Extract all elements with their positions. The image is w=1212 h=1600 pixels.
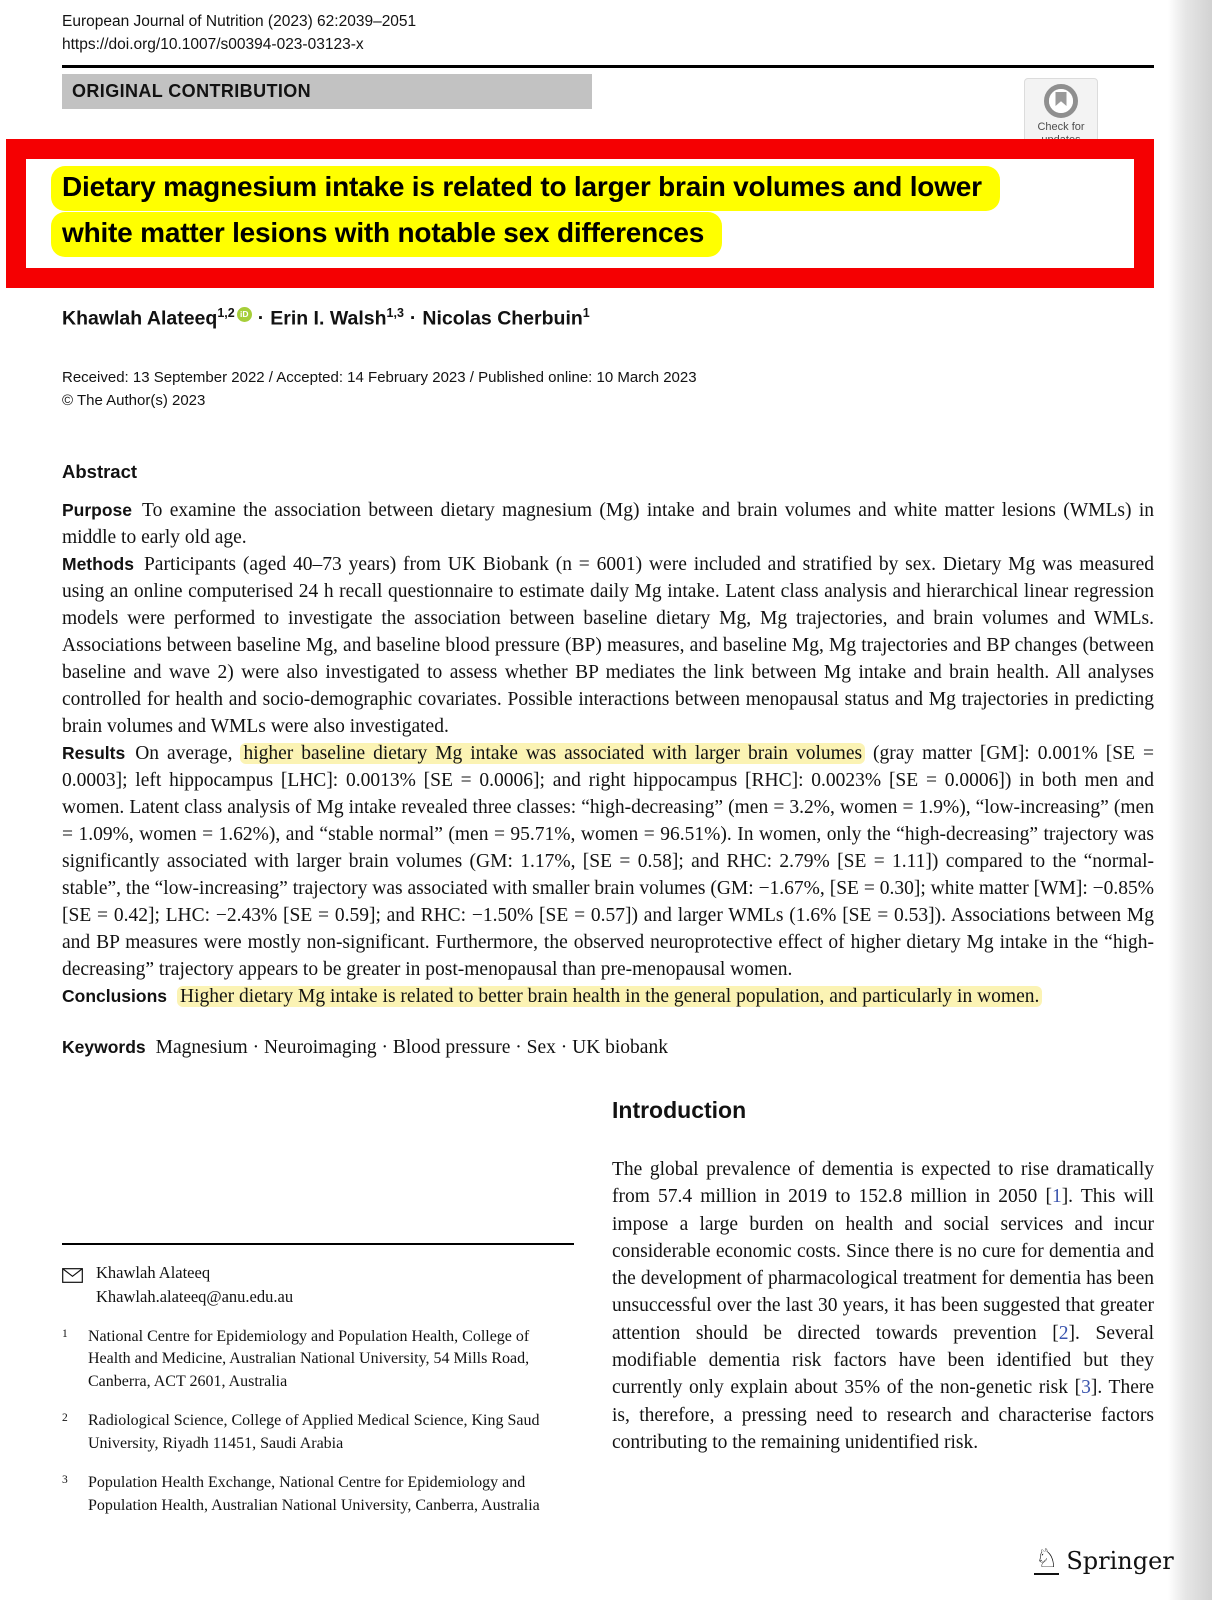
bookmark-circle-icon	[1044, 84, 1078, 118]
abstract-results	[62, 740, 1154, 983]
purpose-label: Purpose	[62, 500, 133, 520]
citation-link-2[interactable]: 2	[1058, 1322, 1069, 1344]
article-title-line1	[62, 166, 1120, 212]
orcid-id-icon[interactable]: iD	[237, 307, 252, 322]
intro-text: ]. There is, therefore, a pressing need to research and characterise factors contributing to the remaining unidentified risk.	[612, 1377, 1154, 1453]
abstract-section	[62, 458, 1154, 1010]
citation-link-1[interactable]: 1	[1051, 1186, 1062, 1208]
header-divider	[62, 65, 1154, 68]
doi-link[interactable]: https://doi.org/10.1007/s00394-023-03123-x	[62, 36, 364, 53]
results-text-post: (gray matter [GM]: 0.001% [SE = 0.0003]; left hippocampus [LHC]: 0.0013% [SE = 0.0006]; and right hippocampus [RHC]: 0.0023% [SE = 0.0006]) in both men and women. Latent class analysis of Mg intake revealed three classes: “high-decreasing” (men = 3.2%, women = 1.9%), “low-increasing” (men = 1.09%, women = 1.62%), and “stable normal” (men = 95.71%, women = 96.51%). In women, only the “high-decreasing” trajectory was significantly associated with larger brain volumes (GM: 1.17%, [SE = 0.58]; and RHC: 2.79% [SE = 1.11]) compared to the “normal-stable”, the “low-increasing” trajectory was associated with smaller brain volumes (GM: −1.67%, [SE = 0.30]; white matter [WM]: −0.85% [SE = 0.42]; LHC: −2.43% [SE = 0.59]; and RHC: −1.50% [SE = 0.57]) and larger WMLs (1.6% [SE = 0.53]). Associations between Mg and BP measures were mostly non-significant. Furthermore, the observed neuroprotective effect of higher dietary Mg intake in the “high-decreasing” trajectory appears to be greater in post-menopausal than pre-menopausal women.	[62, 743, 1154, 980]
methods-text: Participants (aged 40–73 years) from UK Biobank (n = 6001) were included and stratified by sex. Dietary Mg was measured using an online computerised 24 h recall questionnaire to estimate daily Mg intake. Latent class analysis and hierarchical linear regression models were performed to investigate the association between baseline dietary Mg, Mg trajectories, and brain volumes and WMLs. Associations between baseline Mg, and baseline blood pressure (BP) measures, and baseline Mg, Mg trajectories and BP changes (between baseline and wave 2) were also investigated to assess whether BP mediates the link between Mg intake and brain health. All analyses controlled for health and socio-demographic covariates. Possible interactions between menopausal status and Mg trajectories in predicting brain volumes and WMLs were also investigated.	[62, 554, 1154, 737]
introduction-heading: Introduction	[612, 1097, 747, 1123]
left-column	[62, 1095, 574, 1517]
correspondence	[62, 1261, 574, 1309]
author-affil-sup: 1	[582, 305, 590, 320]
received-accepted-published-line: Received: 13 September 2022 / Accepted: 14 February 2023 / Published online: 10 March 2023	[62, 369, 697, 386]
results-label: Results	[62, 743, 126, 763]
affiliation-number: 2	[62, 1412, 68, 1424]
author-affil-sup: 1,2	[217, 305, 235, 320]
affiliation-item	[62, 1326, 574, 1394]
title-highlight-line2: white matter lesions with notable sex differences	[51, 212, 722, 257]
citation-link-3[interactable]: 3	[1081, 1377, 1091, 1399]
badge-label-line1: Check for	[1037, 121, 1085, 133]
page-edge-shadow	[1168, 0, 1212, 1600]
page-content	[62, 0, 1154, 1517]
conclusions-label: Conclusions	[62, 986, 168, 1006]
intro-text: ]. This will impose a large burden on health and social services and incur considerable economic costs. Since there is no cure for dementia and the development of pharmacological treatment for dementia has been unsuccessful over the last 30 years, it has been suggested that greater attention should be directed towards prevention [	[612, 1186, 1154, 1344]
corresponding-author-name: Khawlah Alateeq	[96, 1262, 211, 1282]
results-text-pre: On average,	[135, 743, 241, 764]
author-name: Nicolas Cherbuin	[422, 307, 583, 329]
author-name: Khawlah Alateeq	[62, 307, 218, 329]
affiliation-text: National Centre for Epidemiology and Population Health, College of Health and Medicine, Australian National University, 54 Mills Road, Canberra, ACT 2601, Australia	[88, 1327, 530, 1390]
purpose-text: To examine the association between dietary magnesium (Mg) intake and brain volumes and white matter lesions (WMLs) in middle to early old age.	[62, 500, 1154, 548]
journal-citation-line: European Journal of Nutrition (2023) 62:2039–2051	[62, 13, 417, 30]
abstract-conclusions	[62, 983, 1154, 1010]
conclusions-highlighted-text: Higher dietary Mg intake is related to better brain health in the general population, and particularly in women.	[177, 986, 1042, 1007]
two-column-area	[62, 1095, 1154, 1517]
article-title-line2	[62, 212, 1120, 258]
intro-text: ]. Several modifiable dementia risk factors have been identified but they currently only explain about 35% of the non-genetic risk [	[612, 1322, 1154, 1399]
author-separator: ·	[409, 307, 417, 329]
intro-text: The global prevalence of dementia is expected to rise dramatically from 57.4 million in 2019 to 152.8 million in 2050 [	[612, 1159, 1154, 1208]
abstract-heading: Abstract	[62, 461, 138, 482]
publisher-name: Springer	[1066, 1547, 1174, 1575]
copyright-line: © The Author(s) 2023	[62, 392, 206, 409]
springer-knight-icon: ♘	[1035, 1544, 1059, 1574]
affiliation-item	[62, 1410, 574, 1455]
title-annotation-box	[6, 139, 1154, 288]
keywords-text: Magnesium · Neuroimaging · Blood pressure · Sex · UK biobank	[155, 1037, 668, 1058]
right-column	[612, 1095, 1154, 1517]
correspondence-text	[96, 1261, 293, 1309]
methods-label: Methods	[62, 554, 134, 574]
article-dates	[62, 366, 1154, 412]
publisher-logo	[1034, 1546, 1174, 1575]
author-separator: ·	[257, 307, 265, 329]
abstract-methods	[62, 551, 1154, 740]
introduction-paragraph	[612, 1156, 1154, 1456]
affiliation-item	[62, 1472, 574, 1517]
keywords-label: Keywords	[62, 1037, 146, 1057]
title-highlight-line1: Dietary magnesium intake is related to larger brain volumes and lower	[51, 166, 1000, 211]
abstract-purpose	[62, 497, 1154, 551]
corresponding-author-email[interactable]: Khawlah.alateeq@anu.edu.au	[96, 1286, 294, 1306]
article-type-banner: ORIGINAL CONTRIBUTION	[62, 74, 592, 109]
footnote-divider	[62, 1243, 574, 1245]
envelope-icon	[62, 1261, 83, 1309]
results-highlighted-text: higher baseline dietary Mg intake was associated with larger brain volumes	[240, 743, 865, 764]
author-list	[62, 306, 1154, 331]
affiliation-text: Population Health Exchange, National Centre for Epidemiology and Population Health, Australian National University, Canberra, Australia	[88, 1474, 540, 1514]
journal-header	[62, 0, 1154, 56]
affiliation-number: 1	[62, 1327, 68, 1340]
author-name: Erin I. Walsh	[270, 307, 387, 329]
author-affil-sup: 1,3	[386, 305, 404, 320]
keywords-line	[62, 1037, 1154, 1059]
affiliation-number: 3	[62, 1474, 68, 1486]
affiliation-text: Radiological Science, College of Applied Medical Science, King Saud University, Riyadh 11451, Saudi Arabia	[88, 1412, 540, 1452]
footnote-block	[62, 1243, 574, 1517]
